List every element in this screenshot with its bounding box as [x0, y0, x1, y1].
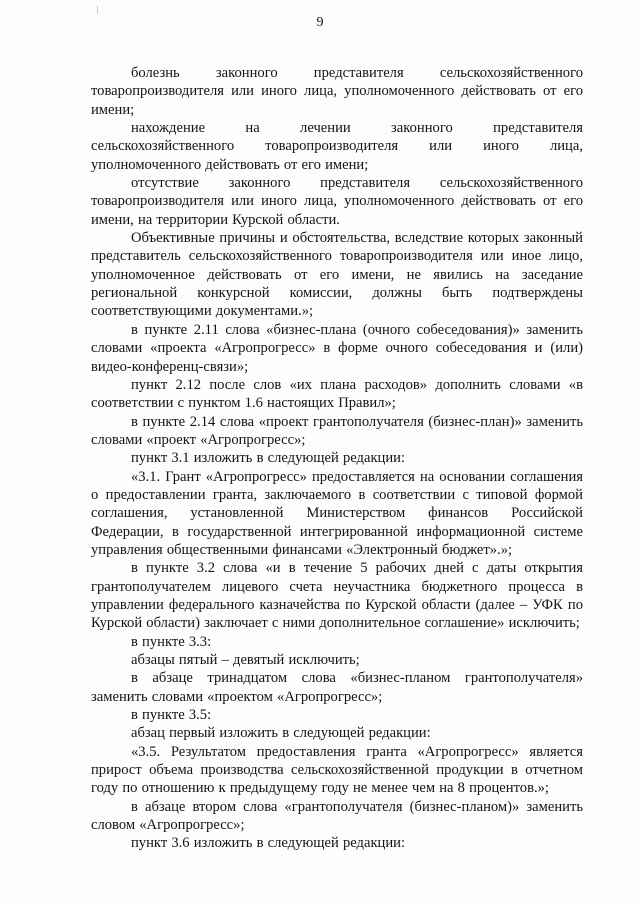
paragraph-point-2-12: пункт 2.12 после слов «их плана расходов» дополнить словами «в соответствии с пунктом 1.6 настоящих Правил»;: [91, 376, 583, 412]
paragraph-point-3-6: пункт 3.6 изложить в следующей редакции:: [131, 835, 406, 852]
paragraph-point-2-14: в пункте 2.14 слова «проект грантополучателя (бизнес-план)» заменить словами «проект «Агропрогресс»;: [91, 413, 583, 448]
paragraph-second-abzac: в абзаце втором слова «грантополучателя (бизнес-планом)» заменить словом «Агропрогресс»;: [91, 798, 583, 834]
scan-mark: [97, 6, 98, 14]
paragraph-first-abzac: абзац первый изложить в следующей редакции:: [131, 725, 431, 742]
paragraph-treatment: нахождение на лечении законного представителя сельскохозяйственного товаропроизводителя или иного лица, уполномоченного действовать от его имени;: [91, 120, 583, 173]
paragraph-point-2-11: в пункте 2.11 слова «бизнес-плана (очного собеседования)» заменить словами «проекта «Агропрогресс» в форме очного собеседования и (или) видео-конференц-связи»;: [91, 321, 583, 375]
page-number: 9: [316, 15, 324, 30]
paragraph-point-3-5-text: «3.5. Результатом предоставления гранта «Агропрогресс» является прирост объема производства сельскохозяйственной продукции в отчетном году по отношению к предыдущему году не менее чем на 8 процентов.»;: [91, 743, 583, 797]
paragraph-point-3-5: в пункте 3.5:: [131, 707, 212, 724]
paragraph-paragraphs-five-nine: абзацы пятый – девятый исключить;: [131, 652, 360, 668]
paragraph-objective-reasons: Объективные причины и обстоятельства, вследствие которых законный представитель сельскохозяйственного товаропроизводителя или иное лицо, уполномоченное действовать от его имени, не явились на заседание региональной конкурсной комиссии, должны быть подтверждены соответствующими документами.»;: [91, 230, 583, 320]
paragraph-point-3-1-text: «3.1. Грант «Агропрогресс» предоставляется на основании соглашения о предоставлении гранта, заключаемого в соответствии с типовой формой соглашения, установленной Министерством финансов Российской Федерации, в государственной интегрированной информационной системе управления общественными финансами «Электронный бюджет».»;: [91, 468, 583, 558]
paragraph-thirteenth: в абзаце тринадцатом слова «бизнес-планом грантополучателя» заменить словами «проектом «Агропрогресс»;: [91, 670, 583, 705]
paragraph-point-3-2: в пункте 3.2 слова «и в течение 5 рабочих дней с даты открытия грантополучателем лицевого счета неучастника бюджетного процесса в управлении федерального казначейства по Курской области (далее – УФК по Курской области) заключает с ними дополнительное соглашение» исключить;: [91, 560, 583, 632]
paragraph-absence: отсутствие законного представителя сельскохозяйственного товаропроизводителя или иного лица, уполномоченного действовать от его имени, на территории Курской области.: [91, 175, 583, 228]
document-text: [91, 64, 583, 853]
paragraph-illness: болезнь законного представителя сельскохозяйственного товаропроизводителя или иного лица, уполномоченного действовать от его имени;: [91, 65, 583, 118]
paragraph-point-3-3: в пункте 3.3:: [131, 633, 212, 650]
paragraph-point-3-1-intro: пункт 3.1 изложить в следующей редакции:: [131, 450, 406, 467]
